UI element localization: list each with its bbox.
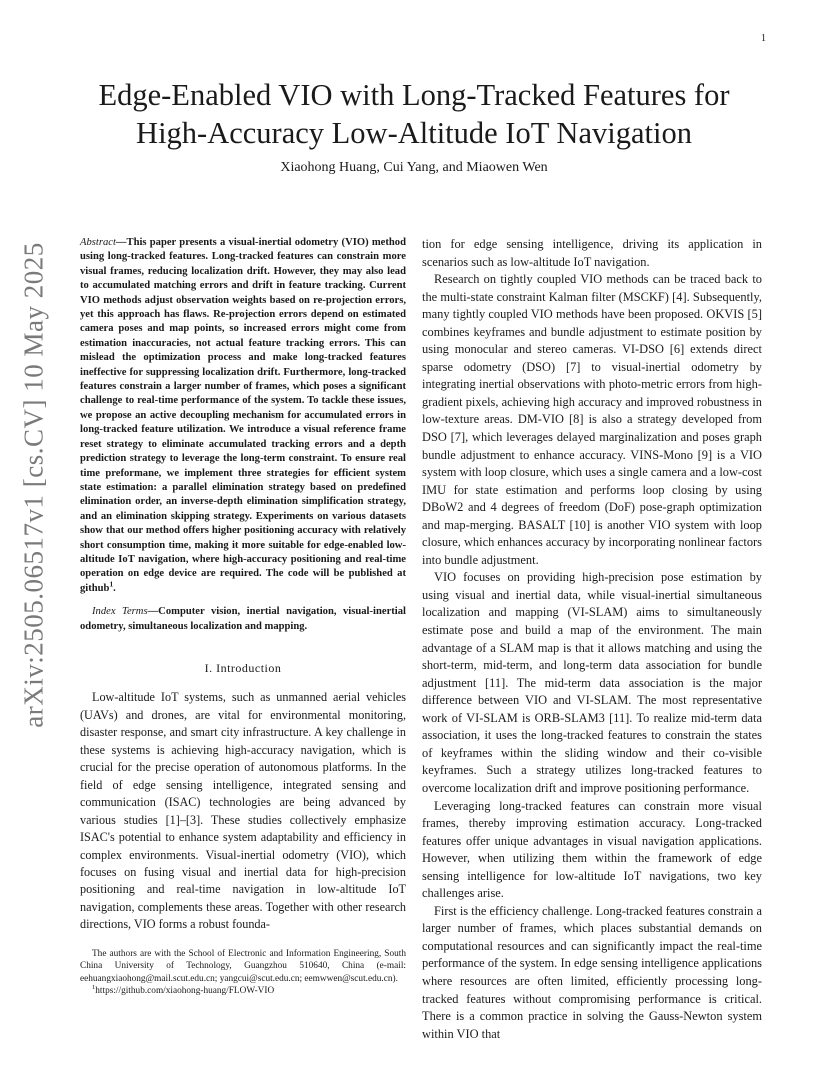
footnote-code-link: $^1$https://github.com/xiaohong-huang/FLOW-VIO xyxy=(92,983,275,996)
footnote-affiliation: The authors are with the School of Electronic and Information Engineering, South China University of Technology, Guangzhou 510640, China (e-mail: eehuangxiaohong@mail.scut.edu.cn; yangcui@scut.edu.cn; eemwwen@scut.edu.cn). xyxy=(80,949,406,984)
abstract-label: Abstract xyxy=(80,237,116,248)
body-paragraph: First is the efficiency challenge. Long-tracked features constrain a larger number of frames, which places substantial demands on computational resources and can significantly impact the real-time performance of the system. In edge sensing intelligence applications where resources are often limited, efficiently processing long-tracked features without compromising performance is critical. There is a common practice in solving the Gauss-Newton system within VIO that xyxy=(422,903,762,1041)
right-column xyxy=(422,236,762,1043)
index-terms-label: Index Terms xyxy=(92,606,148,618)
github-link[interactable]: https://github.com/xiaohong-huang/FLOW-VIO xyxy=(95,985,275,996)
arxiv-sidebar-stamp xyxy=(4,242,64,728)
title-line-2: High-Accuracy Low-Altitude IoT Navigation xyxy=(136,116,692,150)
abstract-text: —This paper presents a visual-inertial odometry (VIO) method using long-tracked features. Long-tracked features can constrain more visual frames, reducing localization drift. However, they may also lead to accumulated matching errors and drift in feature tracking. Current VIO methods adjust observation weights based on re-projection errors, yet this approach has flaws. Re-projection errors depend on estimated camera poses and map points, so increased errors might come from estimation inaccuracies, not actual feature tracking errors. This can mislead the optimization process and make long-tracked features ineffective for suppressing localization drift. Furthermore, long-tracked features constrain a larger number of frames, which poses a significant challenge to real-time performance of the system. To tackle these issues, we propose an active decoupling mechanism for accumulated errors in long-tracked feature utilization. We introduce a visual reference frame reset strategy to eliminate accumulated tracking errors and a depth prediction strategy to leverage the long-term constraint. To ensure real time preformane, we implement three strategies for efficient system state estimation: a parallel elimination strategy based on predefined elimination order, an inverse-depth elimination simplification strategy, and an elimination skipping strategy. Experiments on various datasets show that our method offers higher positioning accuracy with relatively short consumption time, making it more suitable for edge-enabled low-altitude IoT navigation, where high-accuracy positioning and real-time operation on edge device are required. The code will be published at github xyxy=(80,237,406,594)
abstract: Abstract—This paper presents a visual-inertial odometry (VIO) method using long-tracked features. Long-tracked features can constrain more visual frames, reducing localization drift. However, they may also lead to accumulated matching errors and drift in feature tracking. Current VIO methods adjust observation weights based on re-projection errors, yet this approach has flaws. Re-projection errors depend on estimated camera poses and map points, so increased errors might come from estimation inaccuracies, not actual feature tracking errors. This can mislead the optimization process and make long-tracked features ineffective for suppressing localization drift. Furthermore, long-tracked features constrain a larger number of frames, which poses a significant challenge to real-time performance of the system. To tackle these issues, we propose an active decoupling mechanism for accumulated errors in long-tracked feature utilization. We introduce a visual reference frame reset strategy to eliminate accumulated tracking errors and a depth prediction strategy to leverage the long-term constraint. To ensure real time preformane, we implement three strategies for efficient system state estimation: a parallel elimination strategy based on predefined elimination order, an inverse-depth elimination simplification strategy, and an elimination skipping strategy. Experiments on various datasets show that our method offers higher positioning accuracy with relatively short consumption time, making it more suitable for edge-enabled low-altitude IoT navigation, where high-accuracy positioning and real-time operation on edge device are required. The code will be published at github$^1$. xyxy=(80,237,406,594)
index-terms xyxy=(80,605,406,634)
left-column xyxy=(80,236,406,934)
body-paragraph: VIO focuses on providing high-precision pose estimation by using visual and inertial data, while visual-inertial simultaneous localization and mapping (VI-SLAM) aims to simultaneously estimate pose and build a map of the environment. The main advantage of a SLAM map is that it allows matching and using the short-term, mid-term, and long-term data association for bundle adjustment [11]. The mid-term data association is the major difference between VIO and VI-SLAM. The most representative work of VI-SLAM is ORB-SLAM3 [11]. To realize mid-term data association, it uses the long-tracked features to constrain the states of keyframes within the sliding window and their co-visible keyframes. Such a strategy utilizes long-tracked features to overcome localization drift and improve positioning performance. xyxy=(422,570,762,795)
body-paragraph: Research on tightly coupled VIO methods can be traced back to the multi-state constraint Kalman filter (MSCKF) [4]. Subsequently, many tightly coupled VIO methods have been proposed. OKVIS [5] combines keyframes and bundle adjustment to estimate position by using monocular and stereo cameras. VI-DSO [6] extends direct sparse odometry (DSO) [7] to visual-inertial odometry by integrating inertial observations with photo-metric errors from high-gradient pixels, achieving high accuracy and improved robustness in low-texture areas. DM-VIO [8] is also a strategy developed from DSO [7], which leverages delayed marginalization and poses graph bundle adjustment to enhance accuracy. VINS-Mono [9] is a VIO system with loop closure, which uses a single camera and a low-cost IMU for state estimation and performs loop closing by using DBoW2 and 4 degrees of freedom (DoF) pose-graph optimization and map-merging. BASALT [10] is another VIO system with loop closure, which enhances accuracy by incorporating nonlinear factors into bundle adjustment. xyxy=(422,272,762,567)
title-line-1: Edge-Enabled VIO with Long-Tracked Features for xyxy=(98,78,730,112)
index-terms-text: —Computer vision, inertial navigation, visual-inertial odometry, simultaneous localization and mapping. xyxy=(80,606,406,632)
body-paragraph: Leveraging long-tracked features can constrain more visual frames, thereby improving estimation accuracy. Long-tracked features offer unique advantages in visual navigation applications. However, when utilizing them within the framework of edge sensing intelligence for low-altitude IoT navigations, two key challenges arise. xyxy=(422,798,762,901)
body-paragraph: tion for edge sensing intelligence, driving its application in scenarios such as low-altitude IoT navigation. xyxy=(422,237,762,269)
section-heading-introduction: I. Introduction xyxy=(204,660,282,675)
arxiv-id: arXiv:2505.06517v1 [cs.CV] 10 May 2025 xyxy=(18,242,49,728)
footnotes xyxy=(80,948,406,997)
page-number: 1 xyxy=(761,33,766,44)
paper-title xyxy=(40,76,788,152)
footnote-mark: 1 xyxy=(109,579,114,589)
body-paragraph: Low-altitude IoT systems, such as unmanned aerial vehicles (UAVs) and drones, are vital for environmental monitoring, disaster response, and smart city infrastructure. A key challenge in these systems is achieving high-accuracy navigation, which is crucial for the precise operation of autonomous platforms. In the field of edge sensing intelligence, integrated sensing and communication (ISAC) technologies are being advanced by various studies [1]–[3]. These studies collectively emphasize ISAC's potential to enhance system adaptability and efficiency in complex environments. Visual-inertial odometry (VIO), which focuses on fusing visual and inertial data for high-precision positioning and real-time navigation in low-altitude IoT navigation, complements these areas. Together with other research directions, VIO forms a robust founda- xyxy=(80,690,406,932)
author-list: Xiaohong Huang, Cui Yang, and Miaowen Wen xyxy=(280,160,548,175)
